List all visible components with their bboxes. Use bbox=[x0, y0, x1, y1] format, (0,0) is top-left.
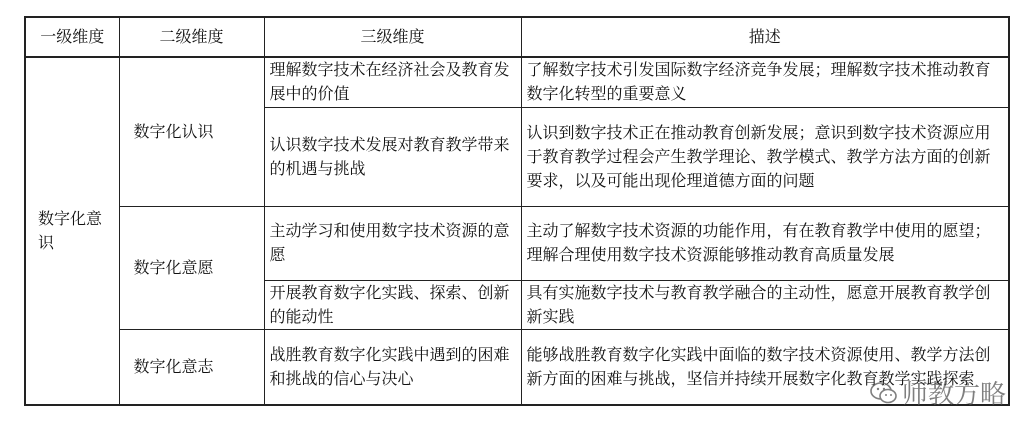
description-cell: 主动了解数字技术资源的功能作用，有在教育教学中使用的愿望；理解合理使用数字技术资源能够推动教育高质量发展 bbox=[521, 206, 1009, 280]
table-row bbox=[25, 206, 1009, 280]
level3-cell: 认识数字技术发展对教育教学带来的机遇与挑战 bbox=[264, 107, 521, 206]
description-cell: 认识到数字技术正在推动教育创新发展；意识到数字技术资源应用于教育教学过程会产生教学理论、教学模式、教学方法方面的创新要求，以及可能出现伦理道德方面的问题 bbox=[521, 107, 1009, 206]
description-cell: 具有实施数字技术与教育教学融合的主动性，愿意开展教育教学创新实践 bbox=[521, 280, 1009, 329]
level3-cell: 开展教育数字化实践、探索、创新的能动性 bbox=[264, 280, 521, 329]
description-cell: 了解数字技术引发国际数字经济竞争发展；理解数字技术推动教育数字化转型的重要意义 bbox=[521, 57, 1009, 107]
table-header-row bbox=[25, 17, 1009, 57]
level3-cell: 主动学习和使用数字技术资源的意愿 bbox=[264, 206, 521, 280]
watermark bbox=[870, 374, 1006, 411]
description-cell: 能够战胜教育数字化实践中面临的数字技术资源使用、教学方法创新方面的困难与挑战，坚信并持续开展数字化教育教学实践探索 bbox=[521, 329, 1009, 405]
competency-table bbox=[24, 16, 1010, 406]
header-description: 描述 bbox=[521, 17, 1009, 57]
header-level3: 三级维度 bbox=[264, 17, 521, 57]
level3-cell: 战胜教育数字化实践中遇到的困难和挑战的信心与决心 bbox=[264, 329, 521, 405]
level3-cell: 理解数字技术在经济社会及教育发展中的价值 bbox=[264, 57, 521, 107]
level2-cell: 数字化意志 bbox=[119, 329, 264, 405]
table-row bbox=[25, 329, 1009, 405]
level1-cell: 数字化意识 bbox=[25, 57, 119, 405]
level2-cell: 数字化认识 bbox=[119, 57, 264, 206]
wechat-icon bbox=[870, 382, 898, 404]
watermark-text: 师教方略 bbox=[901, 380, 1006, 410]
level2-cell: 数字化意愿 bbox=[119, 206, 264, 329]
table-row bbox=[25, 57, 1009, 107]
header-level1: 一级维度 bbox=[25, 17, 119, 57]
header-level2: 二级维度 bbox=[119, 17, 264, 57]
